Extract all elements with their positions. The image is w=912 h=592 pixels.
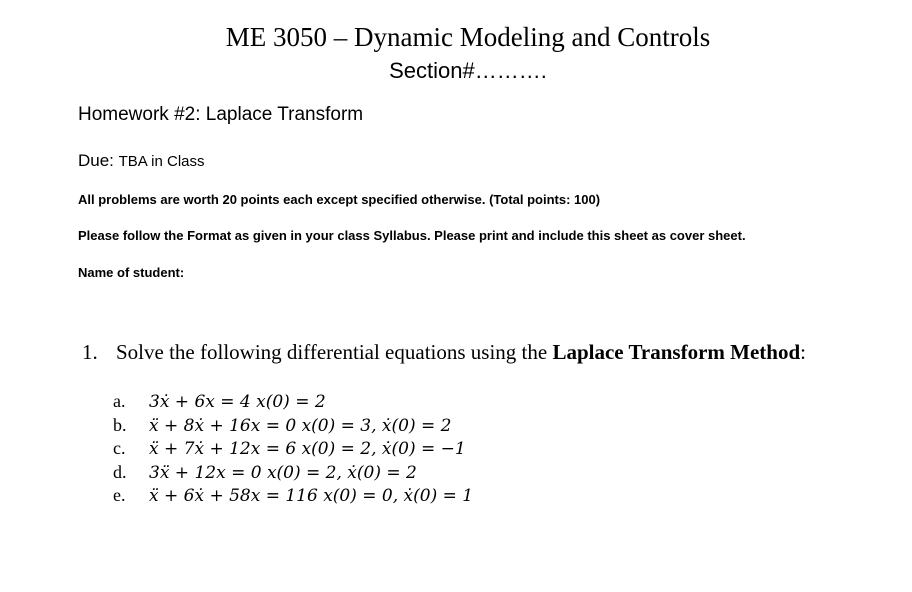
problem-method: Laplace Transform Method — [552, 340, 801, 364]
due-value: TBA in Class — [118, 153, 205, 170]
list-item — [113, 414, 473, 438]
homework-title: Homework #2: Laplace Transform — [78, 104, 364, 125]
list-item — [113, 437, 473, 461]
equation-list — [113, 390, 473, 508]
equation: ẍ + 7ẋ + 12x = 6 x(0) = 2, ẋ(0) = −1 — [149, 439, 466, 459]
section-number: Section#………. — [389, 58, 547, 83]
list-item — [113, 461, 473, 485]
item-letter: b. — [113, 414, 127, 435]
equation: ẍ + 8ẋ + 16x = 0 x(0) = 3, ẋ(0) = 2 — [149, 415, 452, 436]
points-note: All problems are worth 20 points each except specified otherwise. (Total points: 100) — [78, 192, 601, 207]
equation: ẍ + 6ẋ + 58x = 116 x(0) = 0, ẋ(0) = 1 — [149, 486, 474, 506]
due-date — [78, 150, 205, 173]
problem-1-statement — [82, 338, 806, 366]
equation: 3ẍ + 12x = 0 x(0) = 2, ẋ(0) = 2 — [149, 462, 417, 483]
item-letter: e. — [113, 485, 126, 505]
course-title: ME 3050 – Dynamic Modeling and Controls — [225, 22, 711, 52]
equation: 3ẋ + 6x = 4 x(0) = 2 — [149, 392, 326, 412]
problem-colon: : — [800, 340, 807, 364]
list-item — [113, 390, 473, 414]
problem-text: Solve the following differential equations using the — [116, 340, 553, 364]
item-letter: a. — [113, 391, 126, 411]
problem-number: 1. — [82, 340, 98, 364]
format-note: Please follow the Format as given in your class Syllabus. Please print and include this sheet as cover sheet. — [78, 228, 746, 243]
item-letter: c. — [113, 438, 126, 458]
item-letter: d. — [113, 461, 127, 482]
due-label: Due: — [78, 151, 119, 170]
student-name-label: Name of student: — [78, 265, 185, 280]
list-item — [113, 484, 473, 508]
